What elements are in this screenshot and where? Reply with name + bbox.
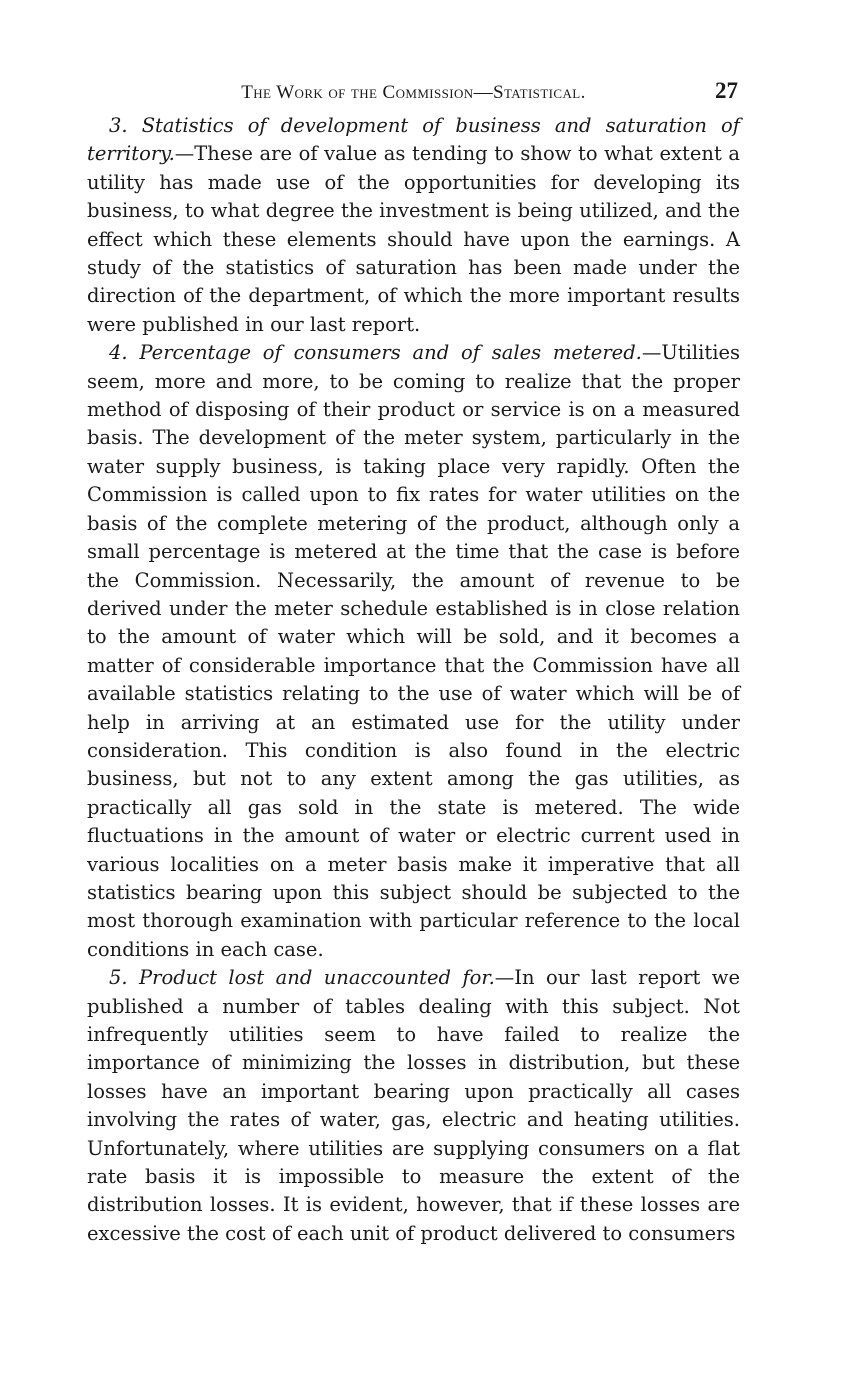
page-number: 27 [715,78,738,103]
document-page [87,78,740,1248]
section-number: 3. [109,114,128,137]
section-heading: Percentage of consumers and of sales metered. [139,341,642,365]
section-body: —In our last report we published a number of tables dealing with this subject. Not infrequently utilities seem to have failed to realize the importance of minimizing the losses in distribution, but these losses have an important bearing upon practically all cases involving the rates of water, gas, electric and heating utilities. Unfortunately, where utilities are supplying consumers on a flat rate basis it is impossible to measure the extent of the distribution losses. It is evident, however, that if these losses are excessive the cost of each unit of product delivered to consumers [87,966,741,1245]
section-4-paragraph [87,339,740,964]
running-title: The Work of the Commission—Statistical. [241,82,586,103]
section-number: 4. [109,341,128,365]
running-head [87,78,740,112]
section-number: 5. [109,966,128,990]
section-5-paragraph [87,964,740,1248]
section-heading: Statistics of development of business and saturation of territory. [87,114,740,166]
section-body: —Utilities seem, more and more, to be coming to realize that the proper method of disposing of their product or service is on a measured basis. The development of the meter system, particularly in the water supply business, is taking place very rapidly. Often the Commission is called upon to fix rates for water utilities on the basis of the complete metering of the product, although only a small percentage is metered at the time that the case is before the Commission. Necessarily, the amount of revenue to be derived under the meter schedule established is in close relation to the amount of water which will be sold, and it becomes a matter of considerable importance that the Commission have all available statistics relating to the use of water which will be of help in arriving at an estimated use for the utility under consideration. This condition is also found in the electric business, but not to any extent among the gas utilities, as practically all gas sold in the state is metered. The wide fluctuations in the amount of water or electric current used in various localities on a meter basis make it imperative that all statistics bearing upon this subject should be subjected to the most thorough examination with particular reference to the local conditions in each case. [87,341,740,961]
section-body: —These are of value as tending to show to what extent a utility has made use of the opportunities for developing its business, to what degree the investment is being utilized, and the effect which these elements should have upon the earnings. A study of the statistics of saturation has been made under the direction of the department, of which the more important results were published in our last report. [87,142,740,336]
section-heading: Product lost and unaccounted for. [139,966,495,990]
section-3-paragraph [87,112,740,339]
